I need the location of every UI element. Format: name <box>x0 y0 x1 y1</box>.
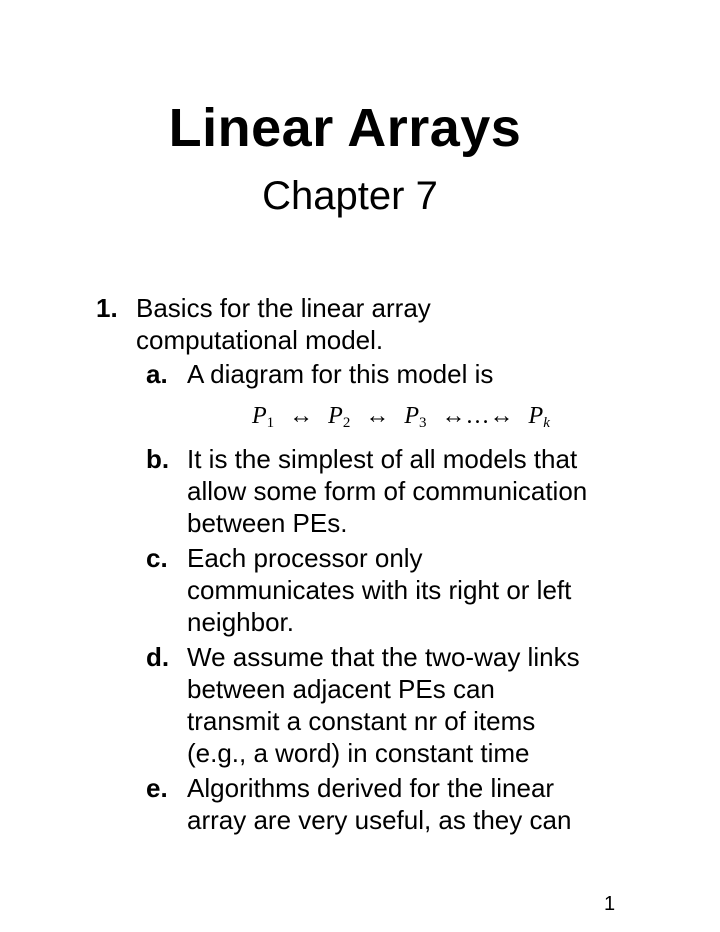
item-line: between PEs. <box>187 508 348 538</box>
link-arrow: ↔ <box>441 403 466 429</box>
equation-var: P <box>328 403 343 429</box>
link-arrow: ↔ <box>365 403 390 429</box>
slide-subtitle: Chapter 7 <box>262 174 438 218</box>
equation-sub: 2 <box>342 415 351 431</box>
equation-var: P <box>404 403 420 429</box>
item-line: Algorithms derived for the linear <box>187 773 555 803</box>
item-line: communicates with its right or left <box>187 575 572 605</box>
item-line: We assume that the two-way links <box>187 642 580 672</box>
item-line: Each processor only <box>187 543 423 573</box>
equation-var: P <box>252 403 267 429</box>
item-line: between adjacent PEs can <box>187 674 495 704</box>
link-arrow: ↔ <box>489 403 514 429</box>
array-diagram-equation <box>252 400 550 432</box>
item-line: allow some form of communication <box>187 476 588 506</box>
item-line: It is the simplest of all models that <box>187 444 578 474</box>
item-line: neighbor. <box>187 607 294 637</box>
equation-var: P <box>528 403 544 429</box>
item-line: (e.g., a word) in constant time <box>187 738 530 768</box>
section-number: 1. <box>96 293 118 323</box>
equation-sub: 3 <box>419 415 427 431</box>
ellipsis: … <box>465 403 490 429</box>
item-line: A diagram for this model is <box>187 359 494 389</box>
item-marker: d. <box>146 642 170 672</box>
item-marker: e. <box>146 773 168 803</box>
page-number: 1 <box>604 893 616 915</box>
slide-title: Linear Arrays <box>168 98 522 158</box>
link-arrow: ↔ <box>289 403 314 429</box>
item-marker: c. <box>146 543 168 573</box>
item-marker: b. <box>146 444 170 474</box>
section-line-2: computational model. <box>136 325 384 355</box>
section-line-1: Basics for the linear array <box>136 293 431 323</box>
item-line: array are very useful, as they can <box>187 805 572 835</box>
equation-sub: k <box>543 415 550 431</box>
item-line: transmit a constant nr of items <box>187 706 536 736</box>
item-marker: a. <box>146 359 168 389</box>
equation-sub: 1 <box>266 415 275 431</box>
